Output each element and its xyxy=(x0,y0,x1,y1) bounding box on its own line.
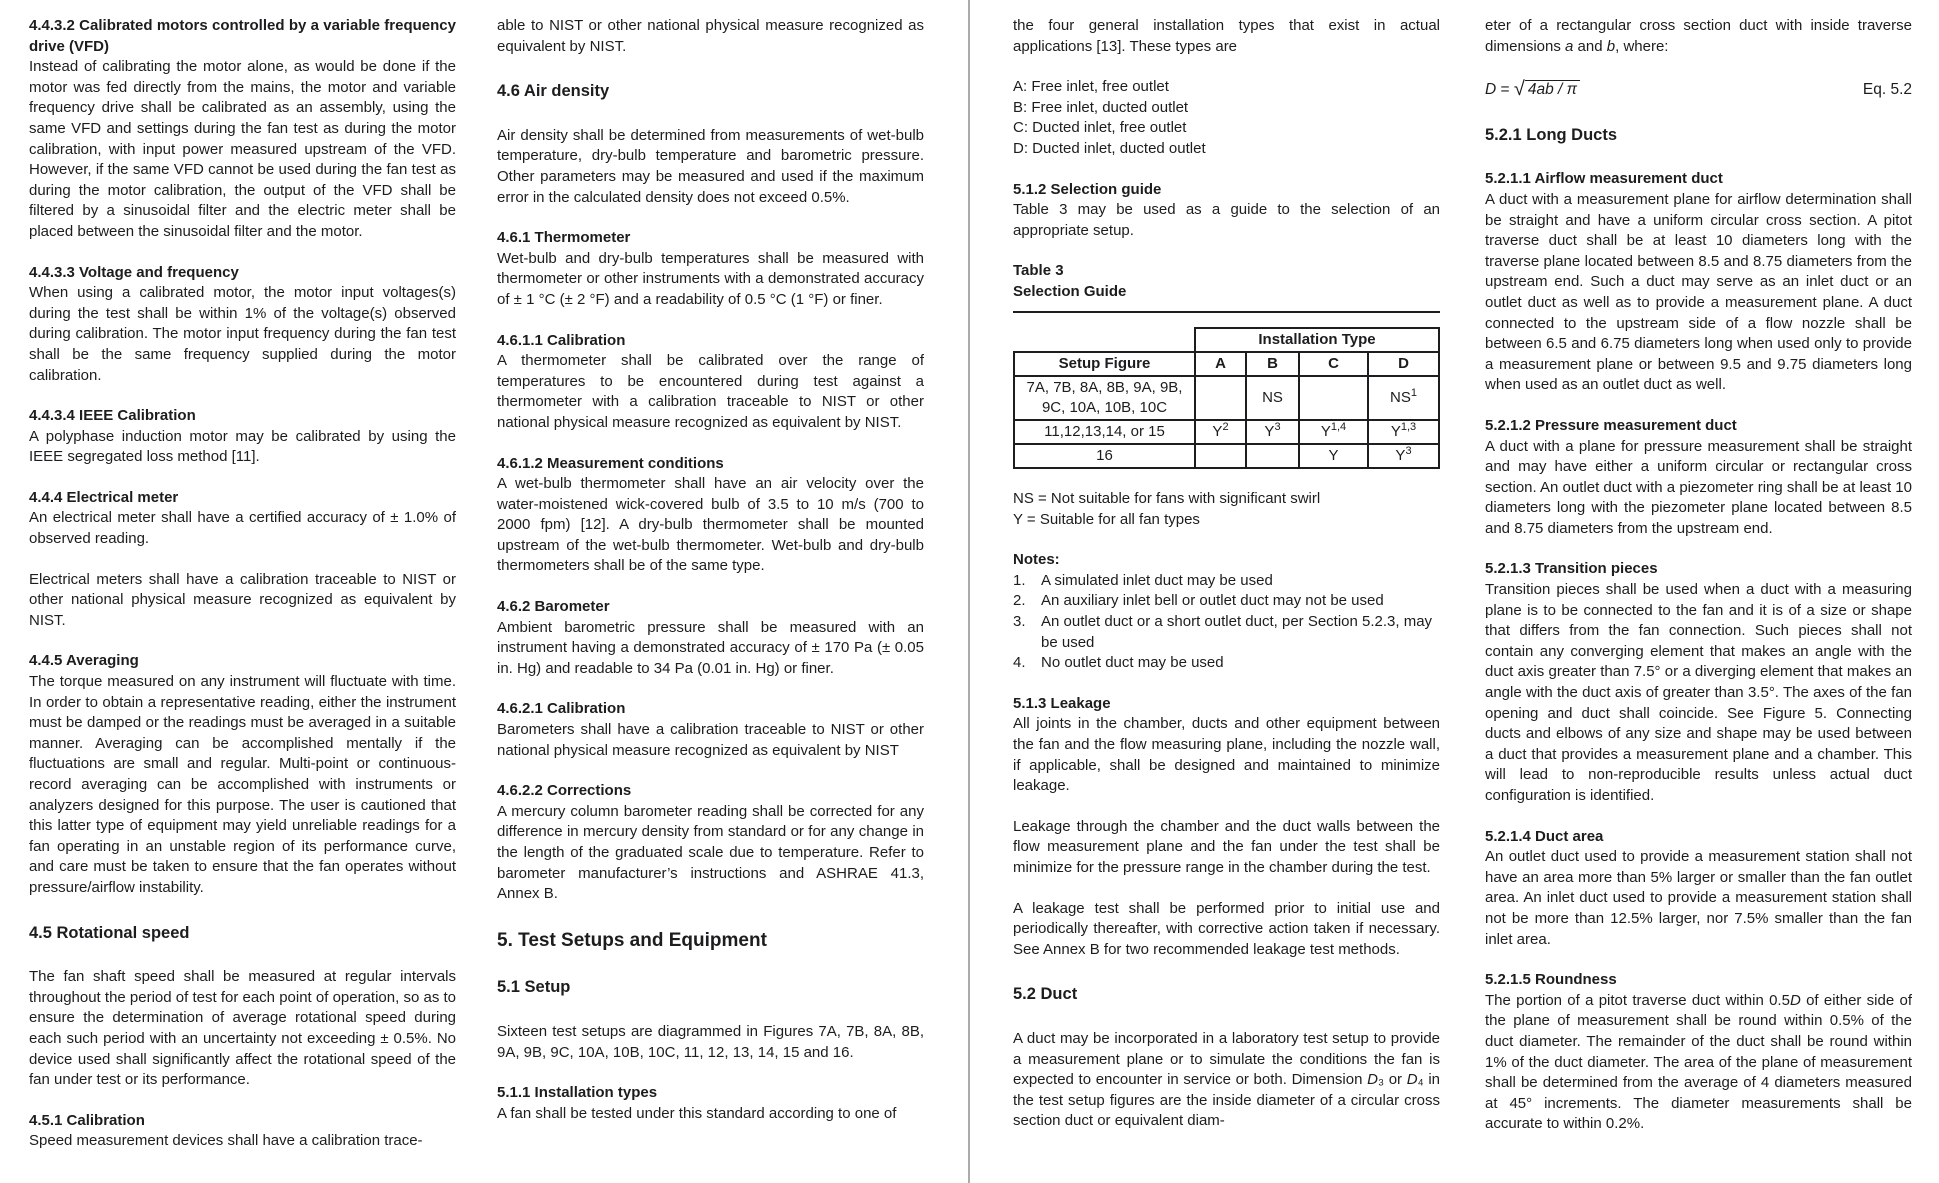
paragraph: eter of a rectangular cross section duct with inside traverse dimensions a and b, where: xyxy=(1485,17,1912,55)
installation-type-list xyxy=(1013,77,1440,159)
paragraph: Electrical meters shall have a calibration traceable to NIST or other national physical measure recognized as equivalent by NIST. xyxy=(29,570,456,629)
equation-number: Eq. 5.2 xyxy=(1862,81,1912,99)
page-divider xyxy=(968,0,970,1183)
paragraph: able to NIST or other national physical measure recognized as equivalent by NIST. xyxy=(497,17,924,55)
paragraph: the four general installation types that exist in actual applications [13]. These types are xyxy=(1013,17,1440,55)
paragraph: A mercury column barometer reading shall be corrected for any difference in mercury density from standard or for any change in the length of the graduated scale due to temperature. Refer to barometer manufacturer’s instructions and ASHRAE 41.3, Annex B. xyxy=(497,802,924,903)
subsection-heading: 5.2.1.3 Transition pieces xyxy=(1485,560,1658,578)
equation-math: D = √ 4ab / π xyxy=(1485,78,1580,101)
notes xyxy=(1013,550,1440,674)
paragraph: When using a calibrated motor, the motor input voltages(s) during the test shall be within 1% of the voltage(s) observed during calibration. The motor input frequency during the fan test shall be the same frequency supplied during the motor calibration. xyxy=(29,284,456,384)
list-item: D: Ducted inlet, ducted outlet xyxy=(1013,139,1206,157)
paragraph: All joints in the chamber, ducts and other equipment between the fan and the flow measuring plane, including the nozzle wall, if applicable, shall be designed and maintained to minimize leakage. xyxy=(1013,715,1440,795)
table-rule xyxy=(1013,311,1440,314)
note-text: No outlet duct may be used xyxy=(1041,654,1224,672)
note-number: 2. xyxy=(1013,592,1026,610)
table-title: Table 3 xyxy=(1013,262,1064,280)
table-cell xyxy=(1195,376,1246,420)
column-header: Setup Figure xyxy=(1014,352,1195,376)
section-heading: 5.1 Setup xyxy=(497,978,571,997)
paragraph: Speed measurement devices shall have a calibration trace- xyxy=(29,1132,423,1150)
table-cell: Y xyxy=(1299,444,1368,468)
table-cell: $Y^3$ xyxy=(1246,420,1299,444)
equation-lhs: D xyxy=(1485,81,1497,99)
note-text: A simulated inlet duct may be used xyxy=(1041,571,1273,589)
paragraph: A polyphase induction motor may be calibrated by using the IEEE segregated loss method [11]. xyxy=(29,427,456,466)
installation-type-header: Installation Type xyxy=(1195,328,1439,352)
paragraph: Leakage through the chamber and the duct walls between the flow measurement plane and the fan under the test shall be minimize for the pressure range in the chamber during the test. xyxy=(1013,817,1440,876)
note-item xyxy=(1013,612,1440,653)
row-label: 7A, 7B, 8A, 8B, 9A, 9B, 9C, 10A, 10B, 10C xyxy=(1014,376,1195,420)
paragraph: Air density shall be determined from measurements of wet-bulb temperature, dry-bulb temperature and barometric pressure. Other parameters may be measured and used if the maximum error in the calculated density does not exceed 0.5%. xyxy=(497,126,924,206)
paragraph: Barometers shall have a calibration traceable to NIST or other national physical measure recognized as equivalent by NIST xyxy=(497,721,924,759)
paragraph: The torque measured on any instrument will fluctuate with time. In order to obtain a representative reading, either the instrument must be damped or the readings must be averaged in a suitable manner. Averaging can be accomplished mentally if the fluctuations are small and regular. Multi-point or continuous-record averaging can be accomplished with instruments or analyzers designed for this purpose. The user is cautioned that this latter type of equipment may yield unreliable readings for a fan operating in an unstable region of its performance curve, and care must be taken to ensure that the fan operates without pressure/airflow instability. xyxy=(29,673,456,896)
paragraph: The fan shaft speed shall be measured at regular intervals throughout the period of test for each point of operation, so as to ensure the determination of average rotational speed during each such period with an uncertainty not exceeding ± 0.5%. No device used shall significantly affect the rotational speed of the fan under test or its performance. xyxy=(29,968,456,1089)
note-text: An auxiliary inlet bell or outlet duct may not be used xyxy=(1041,592,1384,610)
row-label: 11,12,13,14, or 15 xyxy=(1014,420,1195,444)
table-cell xyxy=(1299,376,1368,420)
column-3 xyxy=(1013,16,1440,1180)
list-item: NS = Not suitable for fans with significant swirl xyxy=(1013,490,1321,508)
table-title: Selection Guide xyxy=(1013,282,1127,300)
list-item: A: Free inlet, free outlet xyxy=(1013,78,1169,96)
note-number: 1. xyxy=(1013,571,1026,589)
column-header: B xyxy=(1246,352,1299,376)
section-heading: 4.6 Air density xyxy=(497,82,610,101)
note-number: 4. xyxy=(1013,654,1026,672)
radical-sign: √ xyxy=(1513,78,1525,101)
paragraph: Table 3 may be used as a guide to the selection of an appropriate setup. xyxy=(1013,201,1440,239)
subsection-heading: 5.2.1.2 Pressure measurement duct xyxy=(1485,416,1737,434)
section-heading: 5. Test Setups and Equipment xyxy=(497,929,767,951)
column-header: A xyxy=(1195,352,1246,376)
subsection-heading: 5.2.1.5 Roundness xyxy=(1485,971,1617,989)
paragraph: A duct with a measurement plane for airflow determination shall be straight and have a uniform circular cross section. A pitot traverse duct shall be at least 10 diameters long with the traverse plane located between 8.5 and 8.75 diameters from the upstream end. Such a duct may serve as an inlet duct or an outlet duct as well as to provide a measurement plane. A duct connected to the upstream side of a flow nozzle shall be between 6.5 and 6.75 diameters long when used only to provide a measurement plane or between 9.5 and 9.75 diameters long when used as an outlet duct as well. xyxy=(1485,190,1912,394)
table-cell: $Y^2$ xyxy=(1195,420,1246,444)
column-header: C xyxy=(1299,352,1368,376)
column-1 xyxy=(29,16,456,1180)
subsection-heading: 4.6.2.1 Calibration xyxy=(497,700,626,718)
list-item: C: Ducted inlet, free outlet xyxy=(1013,119,1187,137)
paragraph: An outlet duct used to provide a measurement station shall not have an area more than 5% larger or smaller than the fan outlet area. An inlet duct used to provide a measurement station shall not be more than 12.5% larger, nor 7.5% smaller than the fan inlet area. xyxy=(1485,848,1912,948)
paragraph: Sixteen test setups are diagrammed in Figures 7A, 7B, 8A, 8B, 9A, 9B, 9C, 10A, 10B, 10C, 11, 12, 13, 14, 15 and 16. xyxy=(497,1022,924,1061)
subsection-heading: 5.2.1.1 Airflow measurement duct xyxy=(1485,170,1723,188)
equation-radicand xyxy=(1525,80,1580,98)
list-item: B: Free inlet, ducted outlet xyxy=(1013,98,1189,116)
paragraph: A fan shall be tested under this standard according to one of xyxy=(497,1104,897,1122)
paragraph: Ambient barometric pressure shall be measured with an instrument having a demonstrated accuracy of ± 170 Pa (± 0.05 in. Hg) and readable to 34 Pa (0.01 in. Hg) or finer. xyxy=(497,618,924,677)
paragraph: An electrical meter shall have a certified accuracy of ± 1.0% of observed reading. xyxy=(29,509,456,548)
subsection-heading: 4.6.2.2 Corrections xyxy=(497,782,632,800)
paragraph: Instead of calibrating the motor alone, as would be done if the motor was fed directly from the mains, the motor and variable frequency drive shall be calibrated as an assembly, using the same VFD and settings during the fan test as during the motor calibration, with input power measured upstream of the VFD. However, if the same VFD cannot be used during the fan test as during the motor calibration, the output of the VFD shall be filtered by a sinusoidal filter and the electric meter shall be placed between the sinusoidal filter and the motor. xyxy=(29,58,456,240)
paragraph: Transition pieces shall be used when a duct with a measuring plane is to be connected to the fan and it is of a size or shape that differs from the fan connection. Such pieces shall not contain any converging element that makes an angle with the duct axis greater than 7.5° or a diverging element that makes an angle with the duct axis of greater than 3.5°. The axes of the fan opening and duct shall coincide. See Figure 5. Connecting ducts and elbows of any size and shape may be used between a duct that provides a measurement plane and a chamber. This will lead to non-reproducible results unless actual duct configuration is identified. xyxy=(1485,581,1912,804)
column-2 xyxy=(497,16,924,1180)
subsection-heading: 5.1.2 Selection guide xyxy=(1013,180,1162,198)
paragraph: A thermometer shall be calibrated over the range of temperatures to be encountered during test against a thermometer with a calibration traceable to NIST or other national physical measure recognized as equivalent by NIST. xyxy=(497,352,924,431)
table-cell: NS xyxy=(1246,376,1299,420)
note-text: An outlet duct or a short outlet duct, per Section 5.2.3, may be used xyxy=(1041,613,1433,651)
subsection-heading: 4.6.2 Barometer xyxy=(497,598,610,616)
paragraph: A wet-bulb thermometer shall have an air velocity over the water-moistened wick-covered bulb of 3.5 to 10 m/s (700 to 2000 fpm) [12]. A dry-bulb thermometer shall be mounted upstream of the wet-bulb thermometer. Wet-bulb and dry-bulb thermometers shall be of the same type. xyxy=(497,475,924,575)
column-4 xyxy=(1485,16,1912,1180)
paragraph: A duct with a plane for pressure measurement shall be straight and may have either a uniform circular or rectangular cross section. An outlet duct with a piezometer ring shall be at least 10 diameters long with the piezometer plane located between 8.5 and 8.75 diameters from the upstream end. xyxy=(1485,437,1912,537)
subsection-heading: 4.6.1.1 Calibration xyxy=(497,331,626,349)
subsection-heading: 4.6.1 Thermometer xyxy=(497,229,631,247)
subsection-heading: 5.1.3 Leakage xyxy=(1013,694,1111,712)
table-cell: $NS^1$ xyxy=(1368,376,1439,420)
table-3 xyxy=(1013,261,1440,469)
table-cell xyxy=(1246,444,1299,468)
section-heading: 4.5 Rotational speed xyxy=(29,923,190,942)
paragraph: A leakage test shall be performed prior to initial use and periodically thereafter, with corrective action taken if necessary. See Annex B for two recommended leakage test methods. xyxy=(1013,899,1440,958)
subsection-heading: 4.4.3.3 Voltage and frequency xyxy=(29,263,239,281)
row-label: 16 xyxy=(1014,444,1195,468)
section-heading: 5.2 Duct xyxy=(1013,985,1078,1004)
paragraph: A duct may be incorporated in a laboratory test setup to provide a measurement plane or to simulate the conditions the fan is expected to encounter in service or both. Dimension D₃ or D₄ in the test setup figures are the inside diameter of a circular cross section duct or equivalent diam- xyxy=(1013,1029,1440,1130)
table-cell: $Y^3$ xyxy=(1368,444,1439,468)
table-cell xyxy=(1195,444,1246,468)
subsection-heading: 4.5.1 Calibration xyxy=(29,1111,145,1129)
table-cell: Y$^{1,3}$ xyxy=(1368,420,1439,444)
notes-title: Notes: xyxy=(1013,551,1060,569)
equation-radicand-text: 4ab / π xyxy=(1527,81,1578,99)
subsection-heading: 4.4.3.4 IEEE Calibration xyxy=(29,407,196,425)
paragraph: Wet-bulb and dry-bulb temperatures shall be measured with thermometer or other instruments with a demonstrated accuracy of ± 1 °C (± 2 °F) and a readability of 0.5 °C (1 °F) or finer. xyxy=(497,249,924,308)
subsection-heading: 4.4.5 Averaging xyxy=(29,652,139,670)
column-header: D xyxy=(1368,352,1439,376)
selection-guide-table xyxy=(1013,327,1440,469)
note-item xyxy=(1013,591,1440,612)
section-heading: 5.2.1 Long Ducts xyxy=(1485,125,1618,144)
table-cell: Y$^{1,4}$ xyxy=(1299,420,1368,444)
list-item: Y = Suitable for all fan types xyxy=(1013,510,1200,528)
table-legend xyxy=(1013,489,1440,530)
subsection-heading: 4.6.1.2 Measurement conditions xyxy=(497,454,724,472)
subsection-heading: 4.4.3.2 Calibrated motors controlled by a variable frequency drive (VFD) xyxy=(29,17,456,55)
note-item xyxy=(1013,653,1440,674)
note-number: 3. xyxy=(1013,613,1026,630)
table-corner-cell xyxy=(1014,328,1195,352)
equation xyxy=(1485,78,1912,101)
subsection-heading: 5.2.1.4 Duct area xyxy=(1485,827,1604,845)
subsection-heading: 4.4.4 Electrical meter xyxy=(29,488,179,506)
paragraph: The portion of a pitot traverse duct within 0.5D of either side of the plane of measurement shall be round within 0.5% of the duct diameter. The remainder of the duct shall be round within 1% of the duct diameter. The area of the plane of measurement shall be determined from the average of 4 diameters measured at 45° increments. The diameter measurements shall be accurate to within 0.2%. xyxy=(1485,991,1912,1133)
note-item xyxy=(1013,571,1440,592)
subsection-heading: 5.1.1 Installation types xyxy=(497,1084,658,1102)
